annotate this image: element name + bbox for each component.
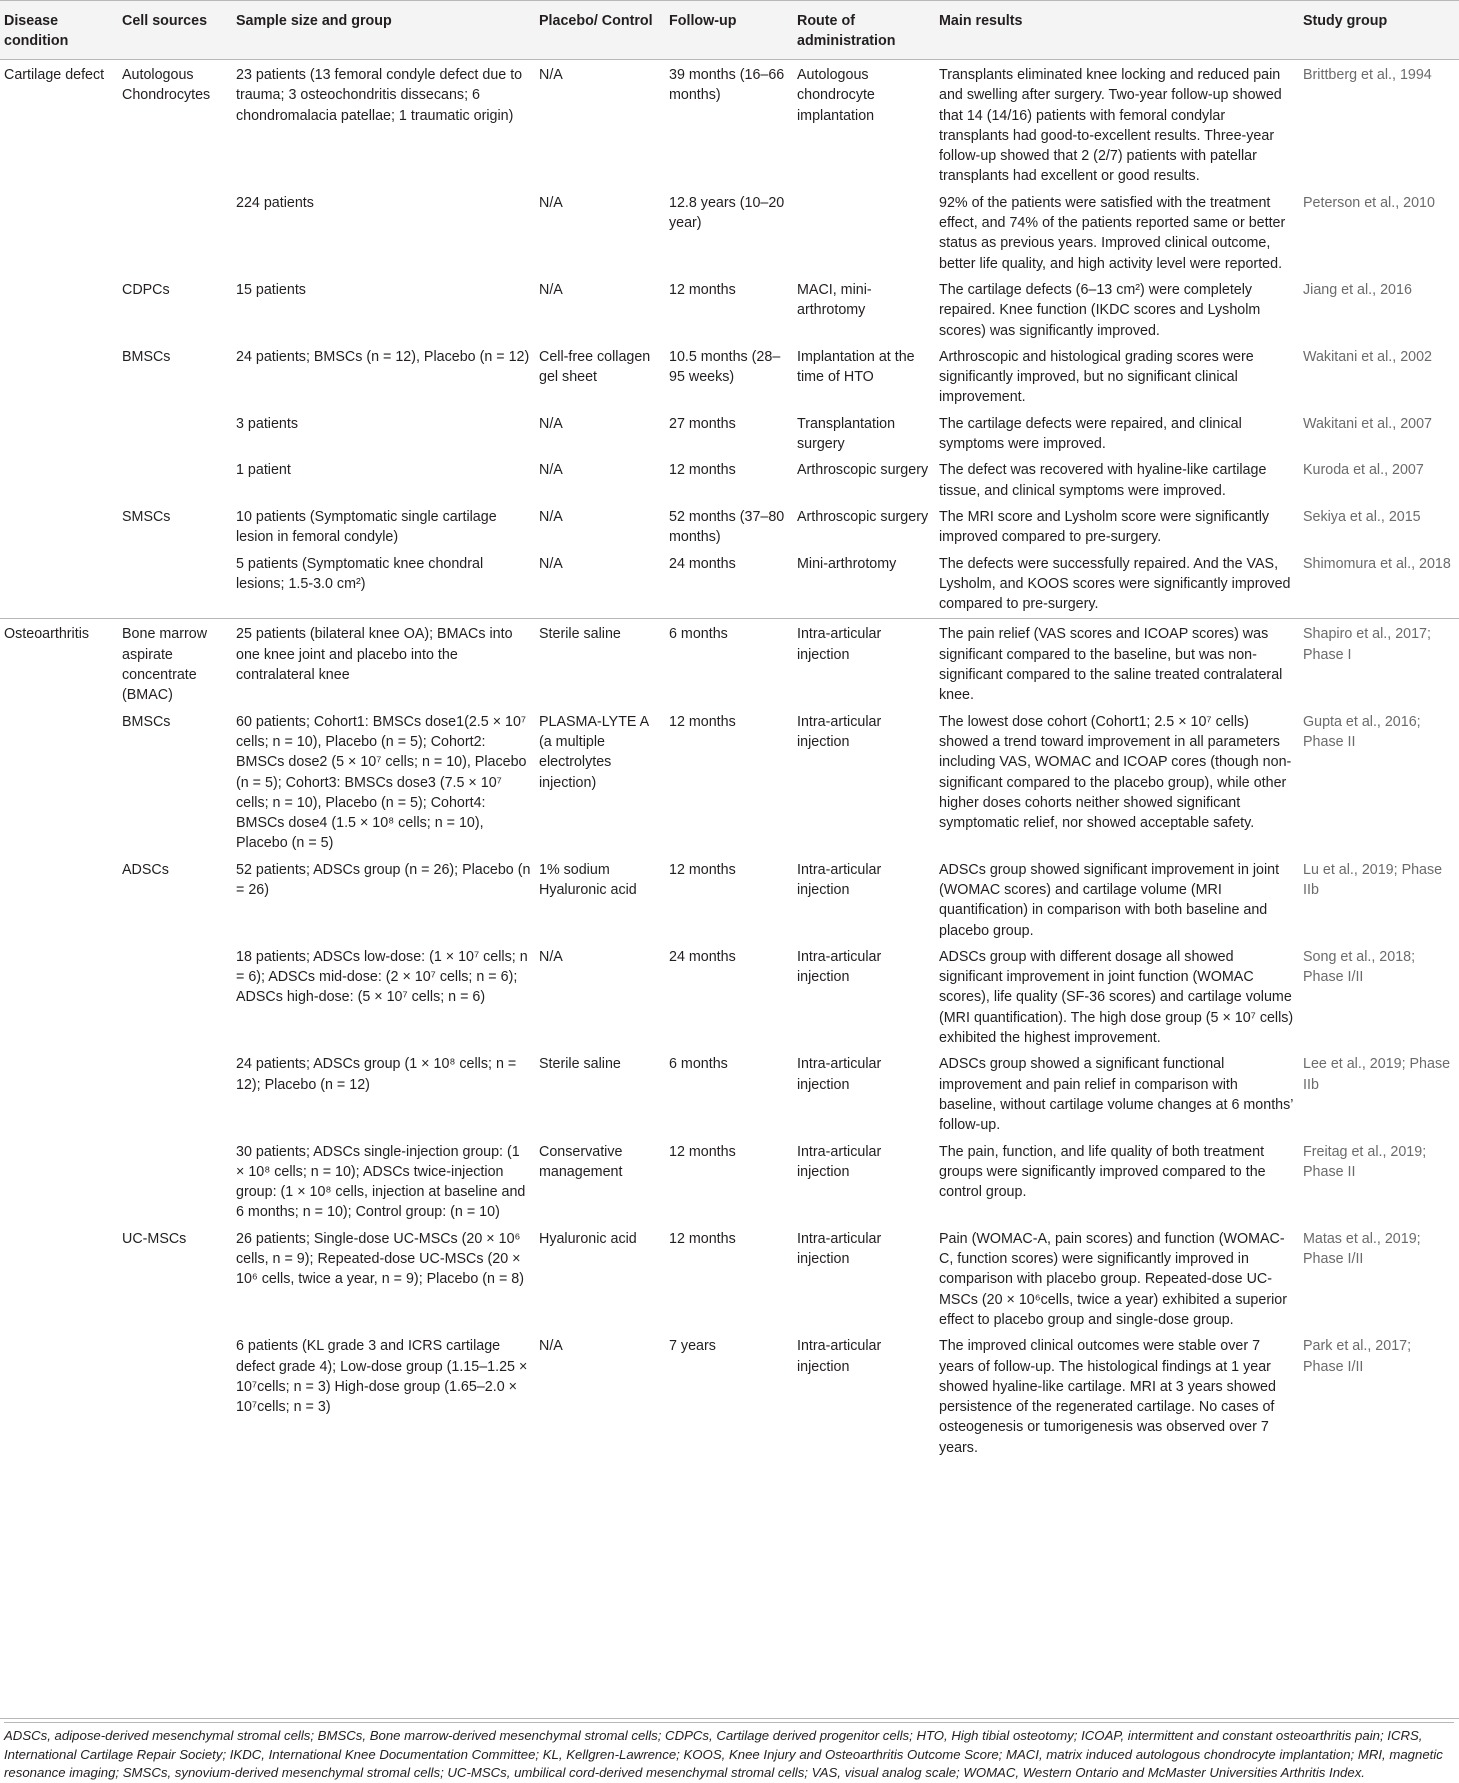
header-main-results: Main results — [935, 1, 1299, 60]
cell-main-results: ADSCs group with different dosage all showed significant improvement in joint function (WOMAC scores), life quality (SF-36 scores) and cartilage volume (MRI quantification). The high dose group (5 × 10⁷ cells) exhibited the highest improvement. — [939, 948, 1294, 1047]
cell-route: Transplantation surgery — [797, 415, 896, 453]
cell-study-group: Lu et al., 2019; Phase IIb — [1303, 861, 1443, 898]
cell-route: Arthroscopic surgery — [797, 508, 929, 525]
cell-disease-condition: Cartilage defect — [0, 60, 118, 191]
cell-sample-size: 10 patients (Symptomatic single cartilage lesion in femoral condyle) — [236, 508, 497, 546]
cell-study-group: Wakitani et al., 2007 — [1303, 415, 1433, 432]
cell-placebo-control: N/A — [539, 415, 563, 432]
table-row — [0, 60, 1459, 191]
cell-main-results: Pain (WOMAC-A, pain scores) and function (WOMAC-C, function scores) were significantly improved in comparison with placebo group. Repeated-dose UC-MSCs (20 × 10⁶cells, twice a year) exhibited a superior effect to placebo group and single-dose group. — [939, 1230, 1287, 1328]
table-row — [0, 505, 1459, 552]
cell-main-results: Arthroscopic and histological grading scores were significantly improved, but no significant clinical improvement. — [939, 348, 1254, 406]
cell-sample-size: 6 patients (KL grade 3 and ICRS cartilage defect grade 4); Low-dose group (1.15–1.25 × 10⁷cells; n = 3) High-dose group (1.65–2.0 × 10⁷cells; n = 3) — [236, 1338, 528, 1416]
cell-cell-source — [118, 458, 232, 505]
cell-disease-condition — [0, 278, 118, 345]
cell-main-results: The defect was recovered with hyaline-like cartilage tissue, and clinical symptoms were improved. — [939, 462, 1267, 499]
table-bottom-rule — [0, 1718, 1459, 1719]
cell-placebo-control: Sterile saline — [535, 619, 665, 710]
table-row — [0, 710, 1459, 858]
cell-main-results: The cartilage defects (6–13 cm²) were completely repaired. Knee function (IKDC scores and Lysholm scores) was significantly improved. — [939, 281, 1261, 339]
header-cell-sources: Cell sources — [118, 1, 232, 60]
cell-disease-condition — [0, 458, 118, 505]
cell-route: Implantation at the time of HTO — [797, 348, 915, 386]
cell-main-results: The improved clinical outcomes were stable over 7 years of follow-up. The histological findings at 1 year showed hyaline-like cartilage. MRI at 3 years showed persistence of the regenerated cartilage. No cases of osteogenesis or tumorigenesis was observed over 7 years. — [939, 1338, 1276, 1456]
cell-follow-up: 12 months — [669, 1143, 736, 1160]
cell-placebo-control: N/A — [539, 555, 563, 572]
cell-route: Arthroscopic surgery — [797, 462, 929, 479]
cell-route: Intra-articular injection — [797, 948, 882, 986]
cell-sample-size: 26 patients; Single-dose UC-MSCs (20 × 10⁶ cells, n = 9); Repeated-dose UC-MSCs (20 × 10⁶ cells, twice a year, n = 9); Placebo (n = 8) — [236, 1230, 524, 1288]
cell-cell-source — [118, 1334, 232, 1462]
cell-route: Mini-arthrotomy — [797, 555, 897, 572]
cell-study-group: Sekiya et al., 2015 — [1303, 508, 1421, 525]
cell-placebo-control: N/A — [539, 281, 563, 298]
table-row — [0, 552, 1459, 619]
cell-placebo-control: Sterile saline — [539, 1056, 621, 1073]
cell-study-group: Shimomura et al., 2018 — [1303, 555, 1451, 572]
cell-sample-size: 18 patients; ADSCs low-dose: (1 × 10⁷ cells; n = 6); ADSCs mid-dose: (2 × 10⁷ cells; n = 6); ADSCs high-dose: (5 × 10⁷ cells; n = 6) — [236, 948, 528, 1006]
table-row — [0, 945, 1459, 1052]
cell-cell-source — [118, 191, 232, 278]
cell-cell-source — [118, 412, 232, 459]
table-row — [0, 412, 1459, 459]
cell-route: Intra-articular injection — [797, 1143, 882, 1180]
cell-disease-condition — [0, 945, 118, 1052]
cell-cell-source — [118, 1052, 232, 1139]
cell-disease-condition: Osteoarthritis — [0, 619, 118, 710]
cell-follow-up: 52 months (37–80 months) — [669, 508, 785, 546]
table-row — [0, 191, 1459, 278]
cell-follow-up: 12 months — [669, 1230, 736, 1247]
cell-study-group: Peterson et al., 2010 — [1303, 194, 1435, 211]
cell-sample-size: 24 patients; BMSCs (n = 12), Placebo (n = 12) — [236, 348, 530, 365]
table-row — [0, 1227, 1459, 1334]
cell-route: Intra-articular injection — [797, 1056, 882, 1093]
cell-disease-condition — [0, 710, 118, 858]
cell-sample-size: 30 patients; ADSCs single-injection group: (1 × 10⁸ cells; n = 10); ADSCs twice-injection group: (1 × 10⁸ cells, injection at baseline and 6 months; n = 10); Control group: (n = 10) — [236, 1143, 526, 1221]
table-row — [0, 278, 1459, 345]
cell-placebo-control: Hyaluronic acid — [539, 1230, 637, 1247]
cell-sample-size: 3 patients — [236, 415, 298, 432]
cell-sample-size: 60 patients; Cohort1: BMSCs dose1(2.5 × 10⁷ cells; n = 10), Placebo (n = 5); Cohort2: BMSCs dose2 (5 × 10⁷ cells; n = 10), Placebo (n = 5); Cohort3: BMSCs dose3 (7.5 × 10⁷ cells; n = 10), Placebo (n = 5); Cohort4: BMSCs dose4 (1.5 × 10⁸ cells; n = 10), Placebo (n = 5) — [236, 713, 527, 852]
cell-placebo-control: N/A — [539, 194, 563, 211]
cell-sample-size: 15 patients — [236, 281, 306, 298]
cell-disease-condition — [0, 191, 118, 278]
cell-route — [793, 191, 935, 278]
cell-follow-up: 6 months — [669, 1056, 728, 1073]
cell-follow-up: 39 months (16–66 months) — [665, 60, 793, 191]
cell-cell-source: BMSCs — [122, 348, 171, 365]
cell-cell-source — [118, 552, 232, 619]
cell-sample-size: 25 patients (bilateral knee OA); BMACs into one knee joint and placebo into the contralateral knee — [232, 619, 535, 710]
table-row — [0, 1140, 1459, 1227]
cell-route: Intra-articular injection — [793, 619, 935, 710]
cell-disease-condition — [0, 1052, 118, 1139]
cell-route: Intra-articular injection — [797, 1230, 882, 1268]
cell-placebo-control: N/A — [539, 1338, 563, 1355]
cell-main-results: ADSCs group showed significant improvement in joint (WOMAC scores) and cartilage volume (MRI quantification) in comparison with both baseline and placebo group. — [939, 861, 1280, 939]
table-row — [0, 458, 1459, 505]
cell-follow-up: 7 years — [669, 1338, 716, 1355]
table-row — [0, 1334, 1459, 1462]
cell-cell-source — [118, 945, 232, 1052]
cell-sample-size: 5 patients (Symptomatic knee chondral lesions; 1.5-3.0 cm²) — [236, 555, 484, 592]
cell-placebo-control: Conservative management — [539, 1143, 623, 1180]
cell-disease-condition — [0, 858, 118, 945]
cell-main-results: The pain, function, and life quality of both treatment groups were significantly improved compared to the control group. — [939, 1143, 1266, 1201]
cell-main-results: The lowest dose cohort (Cohort1; 2.5 × 10⁷ cells) showed a trend toward improvement in all parameters including VAS, WOMAC and ICOAP cores (though non-significant compared to the placebo group), while other higher doses cohorts neither showed significant symptomatic relief, nor showed acceptable safety. — [939, 713, 1292, 832]
cell-placebo-control: N/A — [535, 60, 665, 191]
cell-placebo-control: PLASMA-LYTE A (a multiple electrolytes injection) — [539, 713, 649, 791]
cell-placebo-control: N/A — [539, 948, 563, 965]
cell-cell-source: CDPCs — [122, 281, 170, 298]
cell-route: Intra-articular injection — [797, 861, 882, 898]
cell-placebo-control: Cell-free collagen gel sheet — [539, 348, 651, 386]
cell-main-results: The pain relief (VAS scores and ICOAP scores) was significant compared to the baseline, but was non-significant compared to the saline treated contralateral knee. — [935, 619, 1299, 710]
cell-cell-source: BMSCs — [122, 713, 171, 730]
cell-follow-up: 12.8 years (10–20 year) — [669, 194, 785, 232]
cell-placebo-control: N/A — [539, 462, 563, 479]
cell-main-results: ADSCs group showed a significant functional improvement and pain relief in comparison with baseline, without cartilage volume changes at 6 months’ follow-up. — [939, 1056, 1293, 1134]
cell-sample-size: 224 patients — [236, 194, 314, 211]
cell-sample-size: 23 patients (13 femoral condyle defect due to trauma; 3 osteochondritis dissecans; 6 chondromalacia patellae; 1 traumatic origin) — [232, 60, 535, 191]
cell-study-group: Lee et al., 2019; Phase IIb — [1303, 1056, 1451, 1093]
cell-follow-up: 12 months — [669, 462, 736, 479]
cell-follow-up: 27 months — [669, 415, 736, 432]
cell-follow-up: 12 months — [669, 281, 736, 298]
cell-placebo-control: 1% sodium Hyaluronic acid — [539, 861, 637, 898]
cell-main-results: The cartilage defects were repaired, and clinical symptoms were improved. — [939, 415, 1242, 453]
header-disease-condition: Disease condition — [0, 1, 118, 60]
cell-study-group: Brittberg et al., 1994 — [1299, 60, 1459, 191]
cell-route: Autologous chondrocyte implantation — [793, 60, 935, 191]
cell-main-results: The MRI score and Lysholm score were significantly improved compared to pre-surgery. — [939, 508, 1270, 546]
header-placebo-control: Placebo/ Control — [535, 1, 665, 60]
cell-disease-condition — [0, 412, 118, 459]
cell-cell-source: ADSCs — [122, 861, 169, 878]
header-sample-size: Sample size and group — [232, 1, 535, 60]
cell-follow-up: 12 months — [669, 713, 736, 730]
table-row — [0, 619, 1459, 710]
cell-cell-source: Bone marrow aspirate concentrate (BMAC) — [118, 619, 232, 710]
cell-follow-up: 10.5 months (28–95 weeks) — [669, 348, 781, 386]
cell-disease-condition — [0, 345, 118, 412]
cell-sample-size: 24 patients; ADSCs group (1 × 10⁸ cells; n = 12); Placebo (n = 12) — [236, 1056, 517, 1093]
cell-disease-condition — [0, 1140, 118, 1227]
table-footnote: ADSCs, adipose-derived mesenchymal stromal cells; BMSCs, Bone marrow-derived mesenchymal stromal cells; CDPCs, Cartilage derived progenitor cells; HTO, High tibial osteotomy; ICOAP, intermittent and constant osteoarthritis pain; ICRS, International Cartilage Repair Society; IKDC, International Knee Documentation Committee; KL, Kellgren-Lawrence; KOOS, Knee Injury and Osteoarthritis Outcome Score; MACI, matrix induced autologous chondrocyte implantation; MRI, magnetic resonance imaging; SMSCs, synovium-derived mesenchymal stromal cells; UC-MSCs, umbilical cord-derived mesenchymal stromal cells; VAS, visual analog scale; WOMAC, Western Ontario and McMaster Universities Arthritis Index. — [4, 1722, 1454, 1783]
cell-sample-size: 1 patient — [236, 462, 291, 479]
cell-disease-condition — [0, 552, 118, 619]
cell-follow-up: 24 months — [669, 948, 736, 965]
cell-disease-condition — [0, 1227, 118, 1334]
header-study-group: Study group — [1299, 1, 1459, 60]
table-row — [0, 345, 1459, 412]
table-row — [0, 858, 1459, 945]
table-header — [0, 1, 1459, 60]
cell-study-group: Kuroda et al., 2007 — [1303, 462, 1424, 479]
cell-follow-up: 6 months — [665, 619, 793, 710]
cell-disease-condition — [0, 505, 118, 552]
header-follow-up: Follow-up — [665, 1, 793, 60]
table-row — [0, 1052, 1459, 1139]
cell-disease-condition — [0, 1334, 118, 1462]
cell-study-group: Wakitani et al., 2002 — [1303, 348, 1433, 365]
cell-follow-up: 12 months — [669, 861, 736, 878]
cell-study-group: Park et al., 2017; Phase I/II — [1303, 1338, 1412, 1375]
cell-sample-size: 52 patients; ADSCs group (n = 26); Placebo (n = 26) — [236, 861, 531, 898]
cell-cell-source: UC-MSCs — [122, 1230, 187, 1247]
cell-study-group: Freitag et al., 2019; Phase II — [1303, 1143, 1427, 1180]
cell-study-group: Shapiro et al., 2017; Phase I — [1299, 619, 1459, 710]
cell-route: Intra-articular injection — [797, 713, 882, 750]
cell-route: Intra-articular injection — [797, 1338, 882, 1375]
cell-main-results: The defects were successfully repaired. And the VAS, Lysholm, and KOOS scores were significantly improved compared to pre-surgery. — [939, 555, 1291, 613]
cell-study-group: Gupta et al., 2016; Phase II — [1303, 713, 1421, 750]
cell-placebo-control: N/A — [539, 508, 563, 525]
cell-study-group: Song et al., 2018; Phase I/II — [1303, 948, 1416, 986]
cell-study-group: Jiang et al., 2016 — [1303, 281, 1412, 298]
cell-route: MACI, mini-arthrotomy — [797, 281, 872, 319]
cell-main-results: 92% of the patients were satisfied with the treatment effect, and 74% of the patients reported same or better status as previous years. Improved clinical outcome, better life quality, and high activity level were reported. — [939, 194, 1286, 272]
cell-cell-source: Autologous Chondrocytes — [118, 60, 232, 191]
cell-cell-source: SMSCs — [122, 508, 171, 525]
cell-follow-up: 24 months — [669, 555, 736, 572]
cell-cell-source — [118, 1140, 232, 1227]
cell-main-results: Transplants eliminated knee locking and reduced pain and swelling after surgery. Two-year follow-up showed that 14 (14/16) patients with femoral condylar transplants had good-to-excellent results. Three-year follow-up showed that 2 (2/7) patients with patellar transplants had excellent or good results. — [935, 60, 1299, 191]
cell-study-group: Matas et al., 2019; Phase I/II — [1303, 1230, 1421, 1268]
header-route: Route of administration — [793, 1, 935, 60]
table-body — [0, 60, 1459, 1463]
